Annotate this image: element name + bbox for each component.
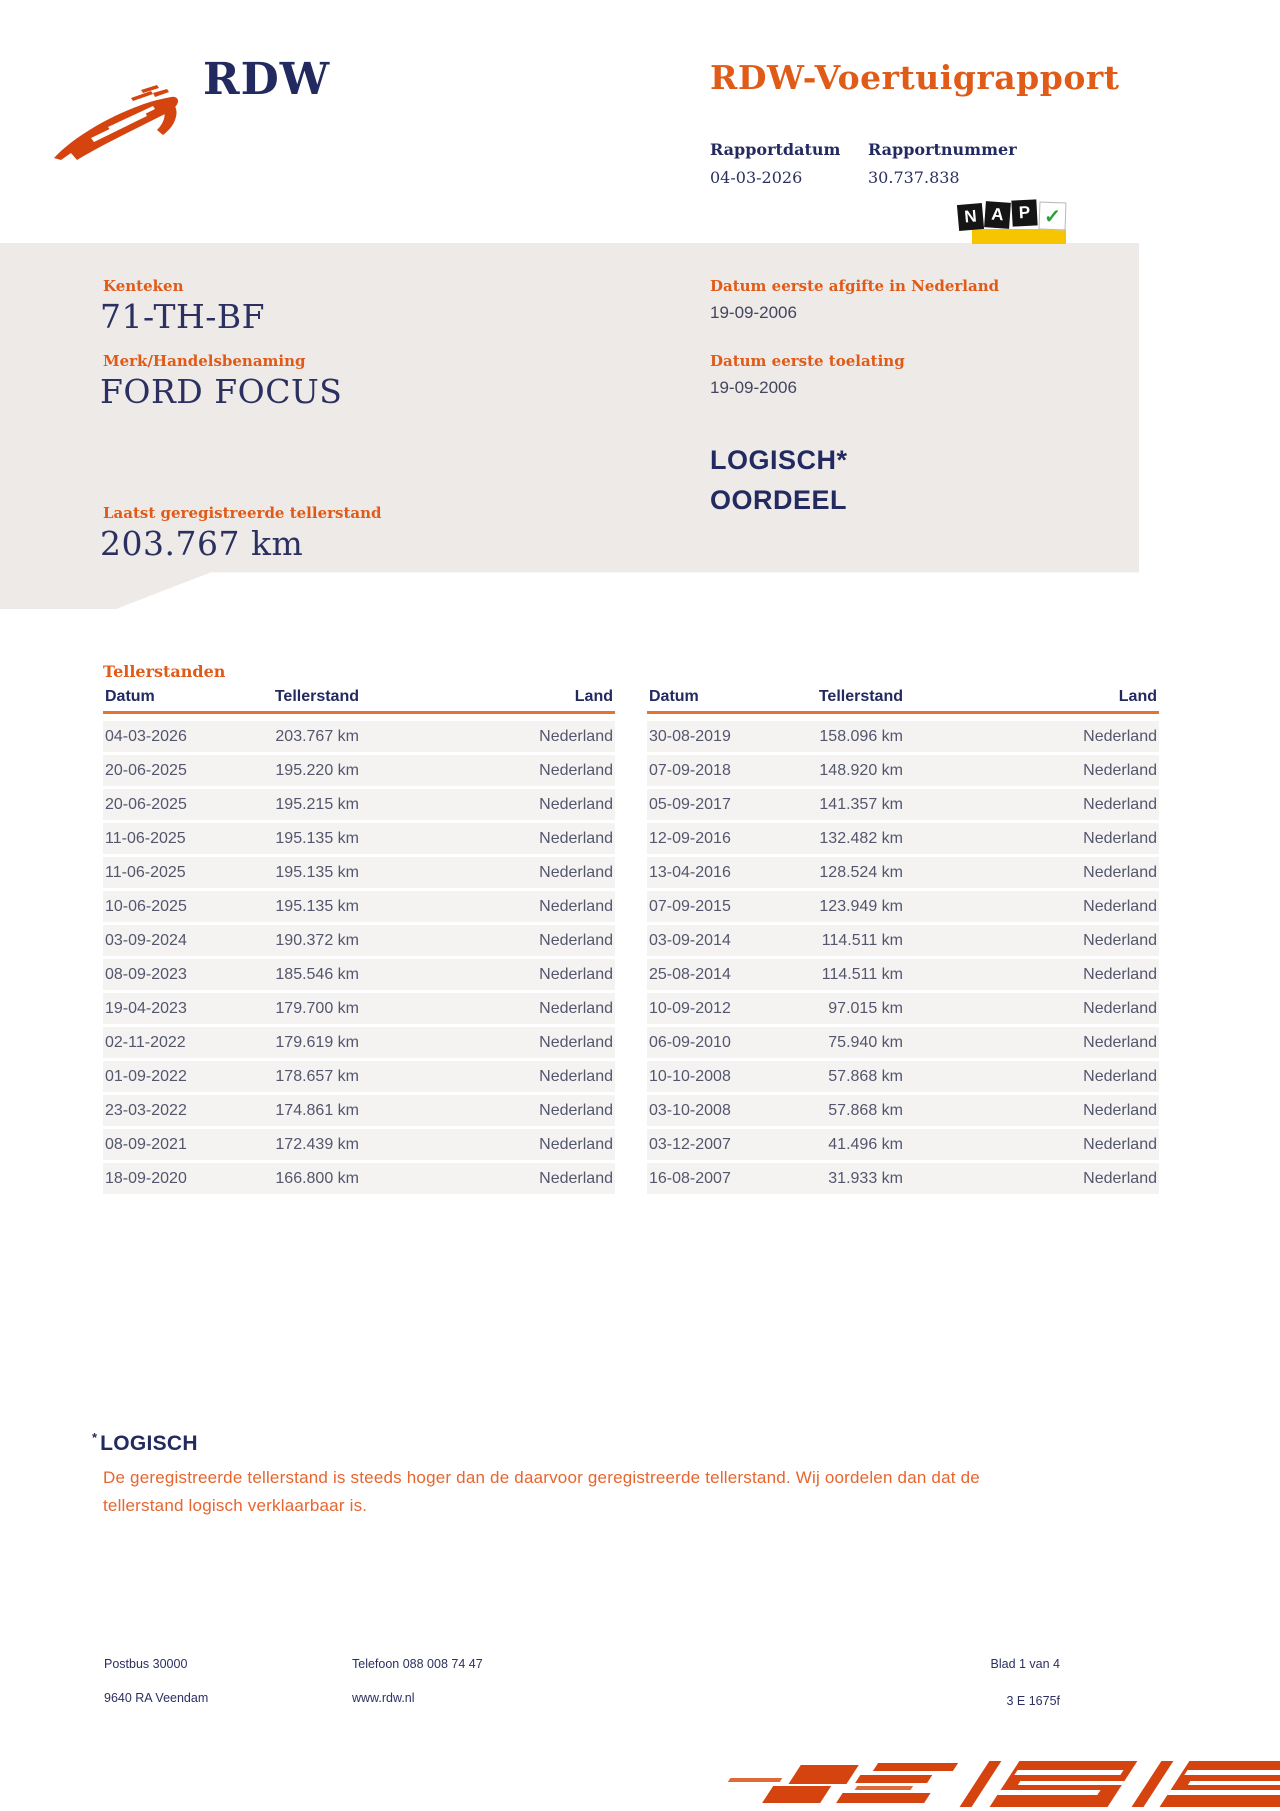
tellerstand-cell: 178.657 km bbox=[275, 1067, 359, 1085]
land-cell: Nederland bbox=[1083, 863, 1157, 881]
tellerstand-cell: 41.496 km bbox=[828, 1135, 903, 1153]
land-cell: Nederland bbox=[1083, 1033, 1157, 1051]
report-date-value: 04-03-2026 bbox=[710, 168, 803, 187]
footer-phone: Telefoon 088 008 74 47 bbox=[352, 1657, 483, 1671]
land-cell: Nederland bbox=[1083, 761, 1157, 779]
land-cell: Nederland bbox=[1083, 829, 1157, 847]
tellerstand-cell: 97.015 km bbox=[828, 999, 903, 1017]
table-row bbox=[103, 721, 615, 752]
col-header-tellerstand: Tellerstand bbox=[818, 688, 903, 705]
oordeel-label: OORDEEL bbox=[710, 485, 848, 515]
datum-cell: 30-08-2019 bbox=[649, 727, 731, 745]
report-number-value: 30.737.838 bbox=[868, 168, 960, 187]
rdw-logo-text: RDW bbox=[203, 54, 331, 105]
tellerstand-cell: 179.700 km bbox=[275, 999, 359, 1017]
land-cell: Nederland bbox=[1083, 1067, 1157, 1085]
land-cell: Nederland bbox=[539, 1101, 613, 1119]
table-row bbox=[103, 755, 615, 786]
land-cell: Nederland bbox=[1083, 931, 1157, 949]
datum-cell: 11-06-2025 bbox=[105, 829, 186, 847]
tellerstand-cell: 114.511 km bbox=[821, 931, 903, 949]
col-header-tellerstand: Tellerstand bbox=[274, 688, 359, 705]
land-cell: Nederland bbox=[539, 999, 613, 1017]
table-row bbox=[647, 1095, 1159, 1126]
explanation-line-2: tellerstand logisch verklaarbaar is. bbox=[103, 1496, 368, 1515]
logisch-title: LOGISCH bbox=[100, 1432, 198, 1455]
footer-address-line1: Postbus 30000 bbox=[104, 1657, 188, 1671]
tellerstand-table-right bbox=[647, 688, 1159, 1197]
laatste-tellerstand-value: 203.767 km bbox=[100, 524, 304, 563]
toelating-value: 19-09-2006 bbox=[710, 378, 797, 397]
land-cell: Nederland bbox=[539, 1135, 613, 1153]
datum-cell: 10-06-2025 bbox=[105, 897, 187, 915]
footer-page-number: Blad 1 van 4 bbox=[990, 1657, 1060, 1671]
table-row bbox=[647, 891, 1159, 922]
page-title: RDW-Voertuigrapport bbox=[710, 58, 1120, 97]
tellerstand-cell: 195.135 km bbox=[275, 829, 359, 847]
table-row bbox=[103, 891, 615, 922]
tellerstand-table-left bbox=[103, 688, 615, 1197]
tellerstand-cell: 172.439 km bbox=[275, 1135, 359, 1153]
tellerstand-cell: 185.546 km bbox=[275, 965, 359, 983]
merk-value: FORD FOCUS bbox=[100, 372, 343, 411]
tellerstand-cell: 195.220 km bbox=[275, 761, 359, 779]
land-cell: Nederland bbox=[539, 965, 613, 983]
land-cell: Nederland bbox=[539, 829, 613, 847]
land-cell: Nederland bbox=[539, 931, 613, 949]
col-header-datum: Datum bbox=[649, 688, 699, 705]
col-header-land: Land bbox=[1118, 688, 1157, 705]
datum-cell: 20-06-2025 bbox=[105, 761, 187, 779]
datum-cell: 08-09-2021 bbox=[105, 1135, 187, 1153]
land-cell: Nederland bbox=[1083, 965, 1157, 983]
table-header bbox=[103, 688, 615, 714]
datum-cell: 01-09-2022 bbox=[105, 1067, 187, 1085]
datum-cell: 03-10-2008 bbox=[649, 1101, 731, 1119]
tellerstanden-section-title: Tellerstanden bbox=[103, 662, 226, 681]
land-cell: Nederland bbox=[539, 1067, 613, 1085]
datum-cell: 10-09-2012 bbox=[649, 999, 731, 1017]
tellerstand-cell: 203.767 km bbox=[275, 727, 359, 745]
table-row bbox=[103, 789, 615, 820]
datum-cell: 07-09-2015 bbox=[649, 897, 731, 915]
table-row bbox=[103, 959, 615, 990]
land-cell: Nederland bbox=[1083, 1101, 1157, 1119]
rdw-footer-graphic bbox=[718, 1757, 1280, 1811]
tellerstand-cell: 57.868 km bbox=[828, 1067, 903, 1085]
datum-cell: 07-09-2018 bbox=[649, 761, 731, 779]
table-row bbox=[647, 789, 1159, 820]
datum-cell: 08-09-2023 bbox=[105, 965, 187, 983]
table-row bbox=[647, 755, 1159, 786]
kenteken-value: 71-TH-BF bbox=[100, 297, 266, 336]
table-row bbox=[647, 925, 1159, 956]
datum-cell: 12-09-2016 bbox=[649, 829, 731, 847]
tellerstand-cell: 31.933 km bbox=[828, 1169, 903, 1187]
table-body bbox=[647, 721, 1159, 1194]
land-cell: Nederland bbox=[1083, 1135, 1157, 1153]
table-row bbox=[647, 1129, 1159, 1160]
tellerstand-cell: 141.357 km bbox=[819, 795, 903, 813]
logisch-explanation-heading bbox=[92, 1430, 198, 1456]
laatste-tellerstand-label: Laatst geregistreerde tellerstand bbox=[103, 504, 382, 522]
tellerstand-cell: 158.096 km bbox=[819, 727, 903, 745]
tellerstand-cell: 195.135 km bbox=[275, 863, 359, 881]
datum-cell: 25-08-2014 bbox=[649, 965, 731, 983]
land-cell: Nederland bbox=[539, 795, 613, 813]
footer-website: www.rdw.nl bbox=[352, 1691, 415, 1705]
tellerstand-cell: 148.920 km bbox=[819, 761, 903, 779]
land-cell: Nederland bbox=[539, 1033, 613, 1051]
tellerstand-cell: 166.800 km bbox=[275, 1169, 359, 1187]
toelating-label: Datum eerste toelating bbox=[710, 352, 905, 370]
report-number-label: Rapportnummer bbox=[868, 140, 1017, 159]
report-date-label: Rapportdatum bbox=[710, 140, 841, 159]
table-row bbox=[103, 1129, 615, 1160]
land-cell: Nederland bbox=[1083, 727, 1157, 745]
explanation-line-1: De geregistreerde tellerstand is steeds hoger dan de daarvoor geregistreerde tellerstand. Wij oordelen dan dat de bbox=[103, 1468, 980, 1487]
table-header bbox=[647, 688, 1159, 714]
table-row bbox=[103, 823, 615, 854]
rdw-logo-icon bbox=[53, 80, 183, 160]
nap-yellow-bar bbox=[972, 229, 1066, 244]
nap-letter-a: A bbox=[984, 201, 1011, 229]
datum-cell: 11-06-2025 bbox=[105, 863, 186, 881]
footer-address-line2: 9640 RA Veendam bbox=[104, 1691, 209, 1705]
tellerstand-cell: 128.524 km bbox=[819, 863, 903, 881]
tellerstand-cell: 57.868 km bbox=[828, 1101, 903, 1119]
afgifte-value: 19-09-2006 bbox=[710, 303, 797, 322]
nap-check-icon: ✓ bbox=[1039, 202, 1067, 231]
oordeel-value: LOGISCH* bbox=[710, 445, 848, 475]
land-cell: Nederland bbox=[1083, 795, 1157, 813]
tellerstand-cell: 190.372 km bbox=[275, 931, 359, 949]
col-header-datum: Datum bbox=[105, 688, 155, 705]
datum-cell: 04-03-2026 bbox=[105, 727, 187, 745]
datum-cell: 13-04-2016 bbox=[649, 863, 731, 881]
land-cell: Nederland bbox=[539, 897, 613, 915]
datum-cell: 16-08-2007 bbox=[649, 1169, 731, 1187]
tellerstand-cell: 195.135 km bbox=[275, 897, 359, 915]
afgifte-label: Datum eerste afgifte in Nederland bbox=[710, 277, 1000, 295]
datum-cell: 03-09-2014 bbox=[649, 931, 731, 949]
footer-form-code: 3 E 1675f bbox=[1006, 1694, 1060, 1708]
table-row bbox=[103, 925, 615, 956]
land-cell: Nederland bbox=[539, 727, 613, 745]
land-cell: Nederland bbox=[1083, 1169, 1157, 1187]
land-cell: Nederland bbox=[539, 863, 613, 881]
land-cell: Nederland bbox=[539, 1169, 613, 1187]
nap-letter-p: P bbox=[1011, 199, 1037, 226]
table-row bbox=[103, 1061, 615, 1092]
datum-cell: 10-10-2008 bbox=[649, 1067, 731, 1085]
datum-cell: 19-04-2023 bbox=[105, 999, 187, 1017]
table-body bbox=[103, 721, 615, 1194]
table-row bbox=[103, 993, 615, 1024]
tellerstand-cell: 195.215 km bbox=[275, 795, 359, 813]
land-cell: Nederland bbox=[1083, 999, 1157, 1017]
tellerstand-cell: 114.511 km bbox=[821, 965, 903, 983]
table-row bbox=[647, 721, 1159, 752]
tellerstand-cell: 179.619 km bbox=[275, 1033, 359, 1051]
table-row bbox=[647, 993, 1159, 1024]
datum-cell: 18-09-2020 bbox=[105, 1169, 187, 1187]
table-row bbox=[103, 1095, 615, 1126]
col-header-land: Land bbox=[574, 688, 613, 705]
tellerstand-cell: 174.861 km bbox=[275, 1101, 359, 1119]
table-row bbox=[647, 1027, 1159, 1058]
nap-logo bbox=[958, 200, 1068, 248]
table-row bbox=[647, 959, 1159, 990]
table-row bbox=[103, 857, 615, 888]
land-cell: Nederland bbox=[539, 761, 613, 779]
tellerstand-cell: 123.949 km bbox=[819, 897, 903, 915]
nap-letter-n: N bbox=[957, 203, 984, 231]
datum-cell: 02-11-2022 bbox=[105, 1033, 186, 1051]
datum-cell: 20-06-2025 bbox=[105, 795, 187, 813]
table-row bbox=[647, 1061, 1159, 1092]
table-row bbox=[103, 1027, 615, 1058]
datum-cell: 06-09-2010 bbox=[649, 1033, 731, 1051]
land-cell: Nederland bbox=[1083, 897, 1157, 915]
datum-cell: 03-12-2007 bbox=[649, 1135, 731, 1153]
datum-cell: 03-09-2024 bbox=[105, 931, 187, 949]
asterisk-mark: * bbox=[92, 1430, 98, 1445]
tellerstand-cell: 132.482 km bbox=[819, 829, 903, 847]
table-row bbox=[647, 857, 1159, 888]
tellerstand-cell: 75.940 km bbox=[828, 1033, 903, 1051]
kenteken-label: Kenteken bbox=[103, 277, 184, 295]
table-row bbox=[103, 1163, 615, 1194]
datum-cell: 05-09-2017 bbox=[649, 795, 731, 813]
datum-cell: 23-03-2022 bbox=[105, 1101, 187, 1119]
table-row bbox=[647, 1163, 1159, 1194]
table-row bbox=[647, 823, 1159, 854]
merk-label: Merk/Handelsbenaming bbox=[103, 352, 306, 370]
